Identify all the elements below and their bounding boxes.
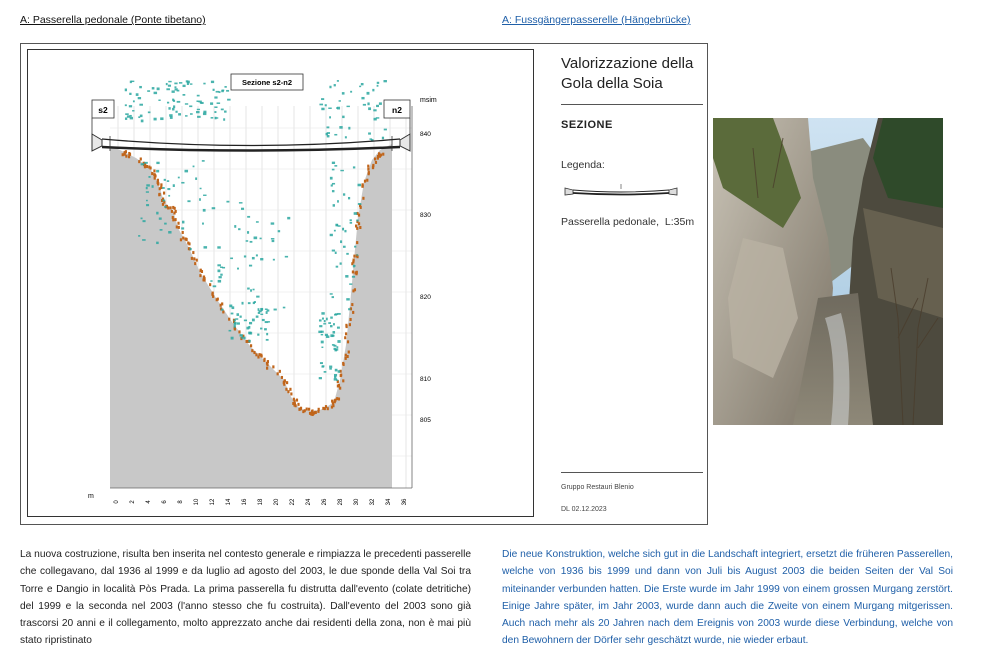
left-bank-terrain xyxy=(110,146,302,488)
distance-label: 26 xyxy=(322,498,328,506)
distance-label: 6 xyxy=(162,500,168,504)
distance-label: 32 xyxy=(370,498,376,506)
distance-label: 8 xyxy=(178,500,184,504)
paragraph-german: Die neue Konstruktion, welche sich gut in die Landschaft integriert, ersetzt die früheren Passerellen, welche von 1936 bis 1999 und dann von Juli bis August 2003 die beiden Seiten der Val Soi miteinander verbunden hatten. Die Erste wurde im Jahr 1999 von einem grossen Murgang zerstört. Einige Jahre später, im Jahr 2003, wurde dann auch die Zweite von einem Murgang mitgerissen. Auch nach mehr als 20 Jahren nach dem Ereignis von 2003 wurde diese Verbindung, welche von den Bewohnern der Dörfer sehr geschätzt wurde, nie wieder erbaut. xyxy=(502,549,953,647)
distance-unit: m xyxy=(88,493,94,500)
legend-item-footbridge: Passerella pedonale, L:35m xyxy=(561,216,695,228)
elevation-label: 805 xyxy=(420,417,431,424)
distance-label: 4 xyxy=(146,500,152,504)
distance-label: 36 xyxy=(402,498,408,506)
header-italian[interactable]: A: Passerella pedonale (Ponte tibetano) xyxy=(20,14,206,26)
legend-label: Legenda: xyxy=(561,159,605,171)
right-marker: n2 xyxy=(392,105,402,115)
elevation-label: 840 xyxy=(420,131,431,138)
bridge-structure xyxy=(92,134,410,151)
distance-label: 18 xyxy=(258,498,264,506)
distance-label: 12 xyxy=(210,498,216,506)
section-label: Sezione s2-n2 xyxy=(241,78,293,87)
distance-label: 10 xyxy=(194,498,200,506)
footbridge-legend-icon xyxy=(561,181,681,201)
distance-label: 16 xyxy=(242,498,248,506)
gorge-photo-image xyxy=(713,118,943,425)
right-bank-terrain xyxy=(328,144,392,488)
distance-labels xyxy=(114,498,408,505)
distance-label: 0 xyxy=(114,500,120,504)
section-heading: SEZIONE xyxy=(561,119,613,131)
distance-label: 34 xyxy=(386,498,392,506)
distance-label: 22 xyxy=(290,498,296,506)
divider xyxy=(561,472,703,473)
header-german[interactable]: A: Fussgängerpasserelle (Hängebrücke) xyxy=(502,14,691,26)
elevation-unit: msim xyxy=(420,97,437,104)
distance-label: 20 xyxy=(274,498,280,506)
elevation-label: 820 xyxy=(420,294,431,301)
gorge-photo xyxy=(713,118,943,425)
legend-panel xyxy=(541,44,709,526)
distance-label: 28 xyxy=(338,498,344,506)
group-name: Gruppo Restauri Blenio xyxy=(561,484,634,491)
distance-label: 24 xyxy=(306,498,312,506)
divider xyxy=(561,104,703,105)
elevation-label: 830 xyxy=(420,212,431,219)
cross-section-svg xyxy=(28,50,532,515)
paragraph-italian: La nuova costruzione, risulta ben inserita nel contesto generale e rimpiazza le precedenti passerelle che collegavano, dal 1936 al 1999 e da luglio ad agosto del 2003, le due sponde della Val Soi tra Torre e Dangio in località Pòs Prada. La prima passerella fu distrutta dall'evento (colate detritiche) del 1999 e la seconda nel 2003 (l'anno stesso che fu costruita). Dall'evento del 2003 sono già trascorsi 20 anni e il collegamento, molto apprezzato anche dai residenti della zona, non è mai più stato ripristinato xyxy=(20,549,471,647)
drawing-date: DL 02.12.2023 xyxy=(561,506,607,513)
distance-label: 14 xyxy=(226,498,232,506)
distance-label: 30 xyxy=(354,498,360,506)
left-marker: s2 xyxy=(98,105,108,115)
technical-drawing xyxy=(20,43,708,525)
gorge-bottom-terrain xyxy=(302,406,328,488)
cross-section-frame xyxy=(27,49,534,517)
elevation-label: 810 xyxy=(420,376,431,383)
project-title: Valorizzazione della Gola della Soia xyxy=(561,55,694,92)
distance-label: 2 xyxy=(130,500,136,504)
